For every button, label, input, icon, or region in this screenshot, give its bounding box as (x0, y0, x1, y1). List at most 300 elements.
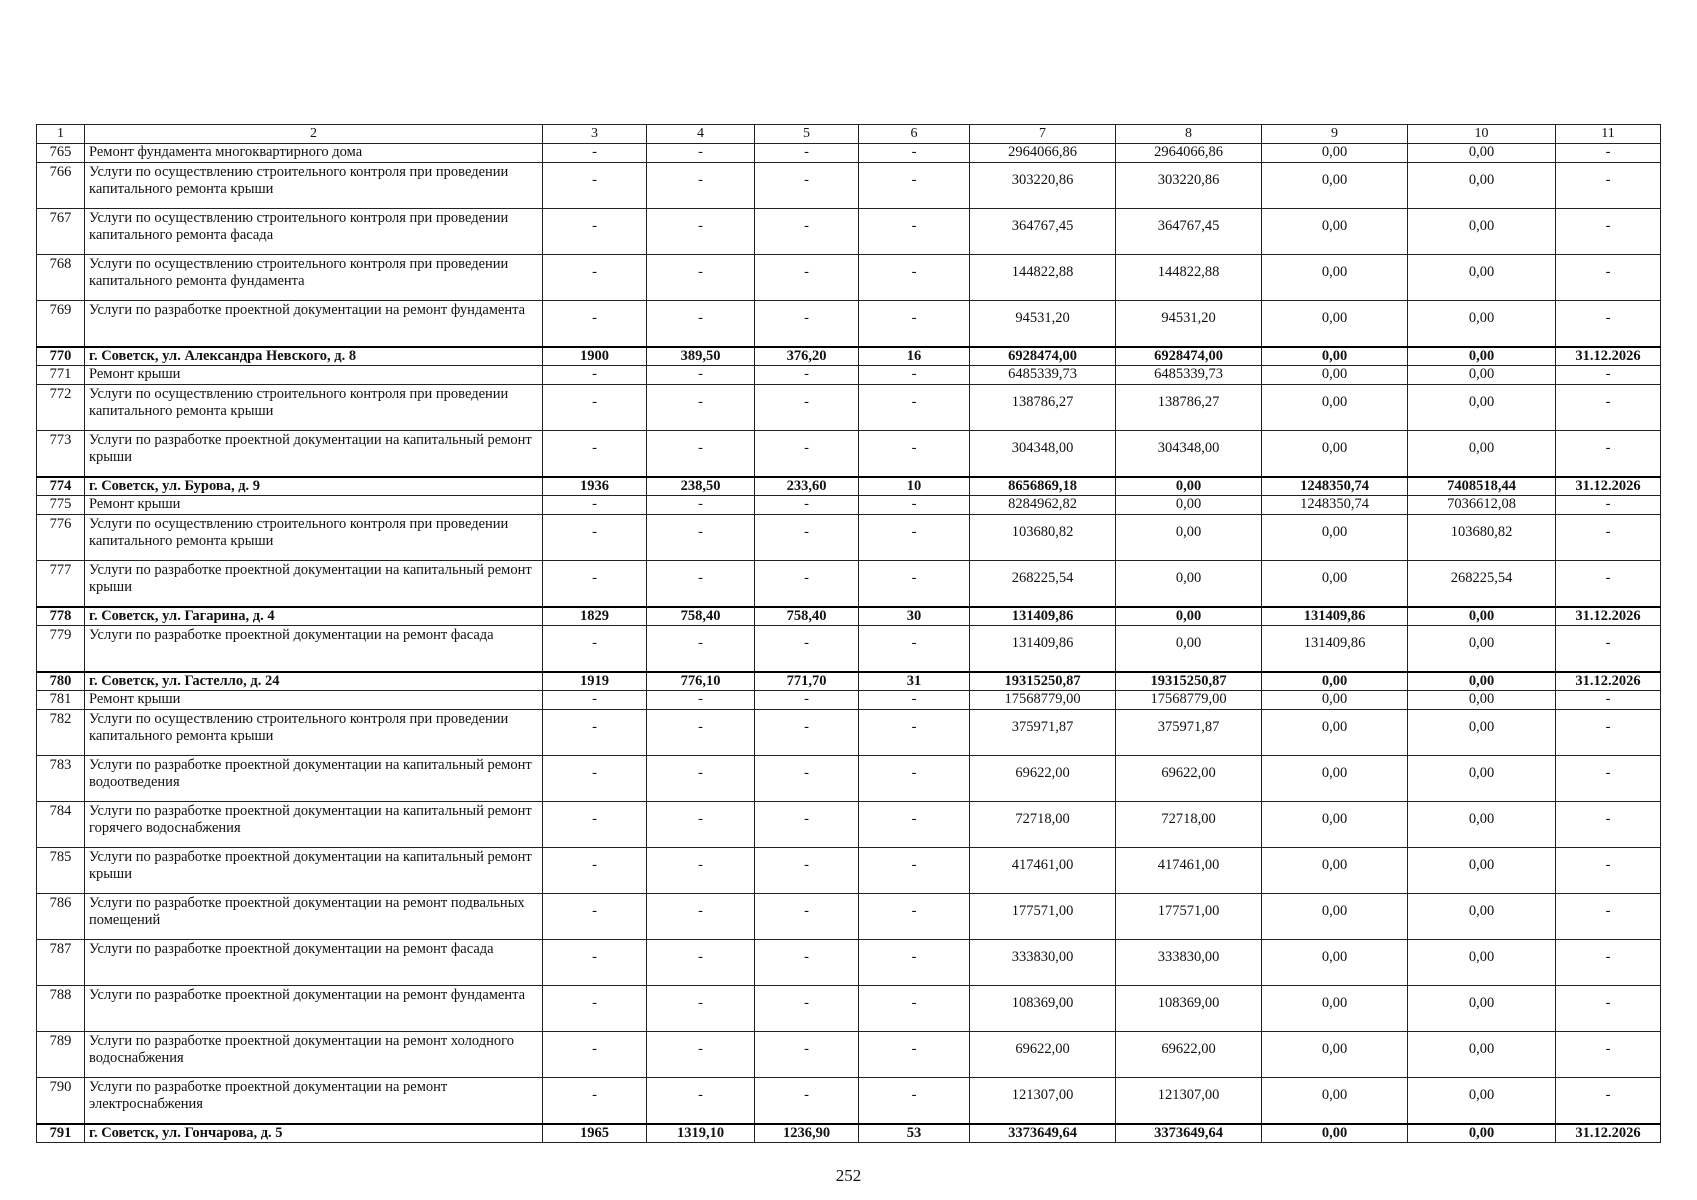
row-number-cell: 778 (37, 607, 85, 626)
cell-col-4: - (647, 710, 755, 756)
cell-col-9: 0,00 (1262, 385, 1408, 431)
cell-col-5: - (755, 1032, 859, 1078)
row-number-cell: 767 (37, 209, 85, 255)
cell-col-9: 1248350,74 (1262, 477, 1408, 496)
cell-col-8: 0,00 (1116, 496, 1262, 515)
table-row (37, 431, 1661, 478)
work-name-cell: Услуги по разработке проектной документации на ремонт электроснабжения (85, 1078, 543, 1125)
cell-col-11: - (1556, 894, 1661, 940)
cell-col-6: - (859, 1078, 970, 1125)
cell-col-11: - (1556, 626, 1661, 673)
cell-col-9: 0,00 (1262, 347, 1408, 366)
work-name-cell: г. Советск, ул. Александра Невского, д. 8 (85, 347, 543, 366)
register-table (36, 124, 1661, 1143)
cell-col-7: 268225,54 (970, 561, 1116, 608)
cell-col-8: 0,00 (1116, 607, 1262, 626)
table-row (37, 385, 1661, 431)
cell-col-7: 364767,45 (970, 209, 1116, 255)
cell-col-7: 303220,86 (970, 163, 1116, 209)
column-header: 10 (1408, 125, 1556, 144)
cell-col-11: - (1556, 496, 1661, 515)
work-name-cell: Ремонт крыши (85, 496, 543, 515)
work-name-cell: Услуги по осуществлению строительного контроля при проведении капитального ремонта фундамента (85, 255, 543, 301)
cell-col-5: - (755, 163, 859, 209)
cell-col-9: 0,00 (1262, 144, 1408, 163)
cell-col-10: 0,00 (1408, 626, 1556, 673)
cell-col-7: 6485339,73 (970, 366, 1116, 385)
cell-col-10: 103680,82 (1408, 515, 1556, 561)
cell-col-11: - (1556, 848, 1661, 894)
cell-col-3: - (543, 255, 647, 301)
cell-col-5: - (755, 756, 859, 802)
address-group-row (37, 607, 1661, 626)
cell-col-9: 0,00 (1262, 691, 1408, 710)
cell-col-5: - (755, 626, 859, 673)
cell-col-6: - (859, 691, 970, 710)
cell-col-3: - (543, 802, 647, 848)
cell-col-5: - (755, 144, 859, 163)
cell-col-9: 1248350,74 (1262, 496, 1408, 515)
column-header: 7 (970, 125, 1116, 144)
cell-col-11: - (1556, 255, 1661, 301)
cell-col-8: 6928474,00 (1116, 347, 1262, 366)
cell-col-3: - (543, 431, 647, 478)
cell-col-11: 31.12.2026 (1556, 607, 1661, 626)
cell-col-3: - (543, 366, 647, 385)
register-body (37, 125, 1661, 1143)
column-number-header-row (37, 125, 1661, 144)
cell-col-6: - (859, 515, 970, 561)
address-group-row (37, 672, 1661, 691)
cell-col-10: 268225,54 (1408, 561, 1556, 608)
cell-col-9: 0,00 (1262, 163, 1408, 209)
cell-col-7: 6928474,00 (970, 347, 1116, 366)
cell-col-10: 0,00 (1408, 1032, 1556, 1078)
cell-col-4: 238,50 (647, 477, 755, 496)
cell-col-5: - (755, 940, 859, 986)
table-row (37, 144, 1661, 163)
cell-col-9: 0,00 (1262, 710, 1408, 756)
work-name-cell: г. Советск, ул. Бурова, д. 9 (85, 477, 543, 496)
table-row (37, 848, 1661, 894)
table-row (37, 940, 1661, 986)
cell-col-11: - (1556, 691, 1661, 710)
cell-col-8: 6485339,73 (1116, 366, 1262, 385)
cell-col-8: 121307,00 (1116, 1078, 1262, 1125)
cell-col-4: - (647, 431, 755, 478)
cell-col-4: - (647, 1078, 755, 1125)
cell-col-8: 108369,00 (1116, 986, 1262, 1032)
cell-col-6: - (859, 802, 970, 848)
table-row (37, 255, 1661, 301)
cell-col-9: 0,00 (1262, 894, 1408, 940)
work-name-cell: Услуги по разработке проектной документации на ремонт фундамента (85, 986, 543, 1032)
row-number-cell: 777 (37, 561, 85, 608)
table-row (37, 626, 1661, 673)
cell-col-3: - (543, 691, 647, 710)
cell-col-8: 19315250,87 (1116, 672, 1262, 691)
cell-col-6: - (859, 710, 970, 756)
row-number-cell: 779 (37, 626, 85, 673)
cell-col-11: - (1556, 515, 1661, 561)
row-number-cell: 791 (37, 1124, 85, 1143)
cell-col-10: 0,00 (1408, 209, 1556, 255)
register-sheet (36, 124, 1660, 1143)
cell-col-10: 0,00 (1408, 385, 1556, 431)
table-row (37, 1032, 1661, 1078)
address-group-row (37, 347, 1661, 366)
cell-col-5: - (755, 496, 859, 515)
cell-col-10: 0,00 (1408, 1078, 1556, 1125)
cell-col-3: 1919 (543, 672, 647, 691)
cell-col-10: 0,00 (1408, 607, 1556, 626)
cell-col-3: - (543, 496, 647, 515)
row-number-cell: 766 (37, 163, 85, 209)
cell-col-3: - (543, 626, 647, 673)
cell-col-6: - (859, 626, 970, 673)
row-number-cell: 765 (37, 144, 85, 163)
cell-col-5: 1236,90 (755, 1124, 859, 1143)
cell-col-8: 417461,00 (1116, 848, 1262, 894)
cell-col-10: 0,00 (1408, 691, 1556, 710)
cell-col-7: 2964066,86 (970, 144, 1116, 163)
cell-col-3: - (543, 986, 647, 1032)
cell-col-10: 7036612,08 (1408, 496, 1556, 515)
table-row (37, 986, 1661, 1032)
cell-col-3: - (543, 385, 647, 431)
page-number: 252 (835, 1166, 862, 1185)
cell-col-5: 376,20 (755, 347, 859, 366)
cell-col-8: 375971,87 (1116, 710, 1262, 756)
cell-col-6: 16 (859, 347, 970, 366)
table-row (37, 561, 1661, 608)
cell-col-10: 0,00 (1408, 710, 1556, 756)
cell-col-3: - (543, 756, 647, 802)
cell-col-11: - (1556, 1032, 1661, 1078)
cell-col-6: - (859, 940, 970, 986)
cell-col-4: 1319,10 (647, 1124, 755, 1143)
cell-col-11: - (1556, 986, 1661, 1032)
cell-col-5: - (755, 986, 859, 1032)
work-name-cell: Ремонт крыши (85, 366, 543, 385)
row-number-cell: 785 (37, 848, 85, 894)
work-name-cell: г. Советск, ул. Гончарова, д. 5 (85, 1124, 543, 1143)
work-name-cell: Услуги по разработке проектной документации на ремонт фасада (85, 940, 543, 986)
cell-col-7: 8284962,82 (970, 496, 1116, 515)
cell-col-5: - (755, 802, 859, 848)
cell-col-5: - (755, 710, 859, 756)
work-name-cell: г. Советск, ул. Гагарина, д. 4 (85, 607, 543, 626)
cell-col-6: - (859, 496, 970, 515)
work-name-cell: Услуги по осуществлению строительного контроля при проведении капитального ремонта фасада (85, 209, 543, 255)
work-name-cell: Услуги по разработке проектной документации на ремонт холодного водоснабжения (85, 1032, 543, 1078)
row-number-cell: 784 (37, 802, 85, 848)
cell-col-11: 31.12.2026 (1556, 477, 1661, 496)
cell-col-9: 0,00 (1262, 848, 1408, 894)
row-number-cell: 772 (37, 385, 85, 431)
cell-col-3: 1829 (543, 607, 647, 626)
cell-col-6: - (859, 431, 970, 478)
cell-col-11: 31.12.2026 (1556, 672, 1661, 691)
cell-col-9: 0,00 (1262, 255, 1408, 301)
work-name-cell: Услуги по разработке проектной документации на капитальный ремонт водоотведения (85, 756, 543, 802)
cell-col-6: - (859, 848, 970, 894)
cell-col-3: - (543, 144, 647, 163)
cell-col-11: - (1556, 802, 1661, 848)
row-number-cell: 770 (37, 347, 85, 366)
cell-col-3: - (543, 940, 647, 986)
cell-col-8: 177571,00 (1116, 894, 1262, 940)
cell-col-6: - (859, 1032, 970, 1078)
cell-col-4: - (647, 940, 755, 986)
address-group-row (37, 477, 1661, 496)
cell-col-8: 69622,00 (1116, 1032, 1262, 1078)
cell-col-8: 364767,45 (1116, 209, 1262, 255)
cell-col-5: - (755, 1078, 859, 1125)
cell-col-10: 7408518,44 (1408, 477, 1556, 496)
cell-col-7: 17568779,00 (970, 691, 1116, 710)
cell-col-6: - (859, 366, 970, 385)
cell-col-9: 0,00 (1262, 366, 1408, 385)
table-row (37, 366, 1661, 385)
column-header: 2 (85, 125, 543, 144)
cell-col-11: - (1556, 366, 1661, 385)
cell-col-7: 69622,00 (970, 756, 1116, 802)
cell-col-10: 0,00 (1408, 672, 1556, 691)
cell-col-10: 0,00 (1408, 756, 1556, 802)
cell-col-8: 0,00 (1116, 561, 1262, 608)
cell-col-9: 0,00 (1262, 802, 1408, 848)
work-name-cell: Услуги по разработке проектной документации на ремонт фасада (85, 626, 543, 673)
cell-col-4: - (647, 301, 755, 348)
cell-col-7: 108369,00 (970, 986, 1116, 1032)
column-header: 11 (1556, 125, 1661, 144)
address-group-row (37, 1124, 1661, 1143)
cell-col-11: - (1556, 301, 1661, 348)
row-number-cell: 776 (37, 515, 85, 561)
cell-col-6: 10 (859, 477, 970, 496)
cell-col-10: 0,00 (1408, 255, 1556, 301)
cell-col-11: 31.12.2026 (1556, 1124, 1661, 1143)
cell-col-7: 69622,00 (970, 1032, 1116, 1078)
cell-col-3: - (543, 710, 647, 756)
cell-col-4: - (647, 1032, 755, 1078)
cell-col-5: - (755, 366, 859, 385)
cell-col-5: - (755, 848, 859, 894)
cell-col-9: 131409,86 (1262, 626, 1408, 673)
row-number-cell: 782 (37, 710, 85, 756)
work-name-cell: Услуги по разработке проектной документации на капитальный ремонт крыши (85, 848, 543, 894)
work-name-cell: Услуги по разработке проектной документации на ремонт фундамента (85, 301, 543, 348)
table-row (37, 691, 1661, 710)
cell-col-5: - (755, 691, 859, 710)
cell-col-5: - (755, 561, 859, 608)
column-header: 9 (1262, 125, 1408, 144)
cell-col-4: - (647, 515, 755, 561)
cell-col-10: 0,00 (1408, 940, 1556, 986)
cell-col-9: 0,00 (1262, 515, 1408, 561)
work-name-cell: Услуги по разработке проектной документации на капитальный ремонт горячего водоснабжения (85, 802, 543, 848)
cell-col-7: 131409,86 (970, 607, 1116, 626)
cell-col-7: 417461,00 (970, 848, 1116, 894)
row-number-cell: 783 (37, 756, 85, 802)
cell-col-8: 144822,88 (1116, 255, 1262, 301)
cell-col-7: 144822,88 (970, 255, 1116, 301)
table-row (37, 515, 1661, 561)
cell-col-8: 0,00 (1116, 477, 1262, 496)
cell-col-5: - (755, 209, 859, 255)
cell-col-6: - (859, 163, 970, 209)
cell-col-4: - (647, 385, 755, 431)
cell-col-10: 0,00 (1408, 894, 1556, 940)
work-name-cell: Услуги по разработке проектной документации на ремонт подвальных помещений (85, 894, 543, 940)
column-header: 6 (859, 125, 970, 144)
cell-col-6: 31 (859, 672, 970, 691)
cell-col-4: - (647, 802, 755, 848)
table-row (37, 209, 1661, 255)
cell-col-3: - (543, 1032, 647, 1078)
cell-col-4: 776,10 (647, 672, 755, 691)
cell-col-10: 0,00 (1408, 986, 1556, 1032)
row-number-cell: 789 (37, 1032, 85, 1078)
cell-col-9: 0,00 (1262, 756, 1408, 802)
cell-col-9: 0,00 (1262, 986, 1408, 1032)
cell-col-7: 19315250,87 (970, 672, 1116, 691)
cell-col-8: 138786,27 (1116, 385, 1262, 431)
work-name-cell: Услуги по разработке проектной документации на капитальный ремонт крыши (85, 431, 543, 478)
cell-col-8: 3373649,64 (1116, 1124, 1262, 1143)
cell-col-4: - (647, 163, 755, 209)
cell-col-5: - (755, 385, 859, 431)
row-number-cell: 790 (37, 1078, 85, 1125)
table-row (37, 710, 1661, 756)
column-header: 4 (647, 125, 755, 144)
row-number-cell: 771 (37, 366, 85, 385)
cell-col-5: - (755, 301, 859, 348)
cell-col-6: 30 (859, 607, 970, 626)
cell-col-10: 0,00 (1408, 366, 1556, 385)
row-number-cell: 786 (37, 894, 85, 940)
work-name-cell: Услуги по разработке проектной документации на капитальный ремонт крыши (85, 561, 543, 608)
cell-col-9: 131409,86 (1262, 607, 1408, 626)
cell-col-7: 131409,86 (970, 626, 1116, 673)
cell-col-4: - (647, 561, 755, 608)
cell-col-10: 0,00 (1408, 144, 1556, 163)
cell-col-5: 771,70 (755, 672, 859, 691)
cell-col-4: - (647, 756, 755, 802)
cell-col-4: - (647, 691, 755, 710)
cell-col-5: 233,60 (755, 477, 859, 496)
cell-col-8: 72718,00 (1116, 802, 1262, 848)
cell-col-8: 2964066,86 (1116, 144, 1262, 163)
cell-col-7: 333830,00 (970, 940, 1116, 986)
cell-col-8: 17568779,00 (1116, 691, 1262, 710)
cell-col-11: - (1556, 940, 1661, 986)
cell-col-3: - (543, 301, 647, 348)
cell-col-3: 1965 (543, 1124, 647, 1143)
cell-col-6: - (859, 986, 970, 1032)
cell-col-7: 138786,27 (970, 385, 1116, 431)
cell-col-11: - (1556, 756, 1661, 802)
cell-col-11: - (1556, 144, 1661, 163)
table-row (37, 301, 1661, 348)
cell-col-6: - (859, 209, 970, 255)
cell-col-3: 1936 (543, 477, 647, 496)
table-row (37, 802, 1661, 848)
work-name-cell: Ремонт крыши (85, 691, 543, 710)
cell-col-3: - (543, 894, 647, 940)
cell-col-9: 0,00 (1262, 431, 1408, 478)
cell-col-4: - (647, 144, 755, 163)
cell-col-7: 94531,20 (970, 301, 1116, 348)
cell-col-4: - (647, 209, 755, 255)
work-name-cell: Услуги по осуществлению строительного контроля при проведении капитального ремонта крыши (85, 385, 543, 431)
cell-col-10: 0,00 (1408, 301, 1556, 348)
cell-col-5: - (755, 894, 859, 940)
cell-col-9: 0,00 (1262, 1078, 1408, 1125)
cell-col-3: - (543, 848, 647, 894)
work-name-cell: г. Советск, ул. Гастелло, д. 24 (85, 672, 543, 691)
cell-col-4: - (647, 894, 755, 940)
cell-col-10: 0,00 (1408, 431, 1556, 478)
cell-col-10: 0,00 (1408, 347, 1556, 366)
table-row (37, 496, 1661, 515)
cell-col-7: 121307,00 (970, 1078, 1116, 1125)
cell-col-9: 0,00 (1262, 301, 1408, 348)
cell-col-4: - (647, 848, 755, 894)
cell-col-7: 3373649,64 (970, 1124, 1116, 1143)
column-header: 5 (755, 125, 859, 144)
cell-col-11: 31.12.2026 (1556, 347, 1661, 366)
cell-col-8: 304348,00 (1116, 431, 1262, 478)
cell-col-8: 0,00 (1116, 626, 1262, 673)
cell-col-11: - (1556, 1078, 1661, 1125)
cell-col-8: 0,00 (1116, 515, 1262, 561)
cell-col-3: - (543, 515, 647, 561)
row-number-cell: 774 (37, 477, 85, 496)
cell-col-9: 0,00 (1262, 940, 1408, 986)
cell-col-9: 0,00 (1262, 561, 1408, 608)
cell-col-7: 8656869,18 (970, 477, 1116, 496)
cell-col-3: 1900 (543, 347, 647, 366)
cell-col-4: - (647, 366, 755, 385)
cell-col-7: 72718,00 (970, 802, 1116, 848)
cell-col-11: - (1556, 209, 1661, 255)
cell-col-5: 758,40 (755, 607, 859, 626)
cell-col-6: - (859, 144, 970, 163)
cell-col-11: - (1556, 561, 1661, 608)
cell-col-3: - (543, 561, 647, 608)
work-name-cell: Ремонт фундамента многоквартирного дома (85, 144, 543, 163)
cell-col-10: 0,00 (1408, 848, 1556, 894)
cell-col-6: 53 (859, 1124, 970, 1143)
column-header: 8 (1116, 125, 1262, 144)
cell-col-10: 0,00 (1408, 1124, 1556, 1143)
cell-col-3: - (543, 1078, 647, 1125)
row-number-cell: 773 (37, 431, 85, 478)
cell-col-10: 0,00 (1408, 802, 1556, 848)
work-name-cell: Услуги по осуществлению строительного контроля при проведении капитального ремонта крыши (85, 515, 543, 561)
cell-col-6: - (859, 894, 970, 940)
cell-col-8: 333830,00 (1116, 940, 1262, 986)
cell-col-4: - (647, 626, 755, 673)
cell-col-11: - (1556, 710, 1661, 756)
table-row (37, 756, 1661, 802)
cell-col-9: 0,00 (1262, 209, 1408, 255)
cell-col-10: 0,00 (1408, 163, 1556, 209)
row-number-cell: 780 (37, 672, 85, 691)
cell-col-8: 303220,86 (1116, 163, 1262, 209)
